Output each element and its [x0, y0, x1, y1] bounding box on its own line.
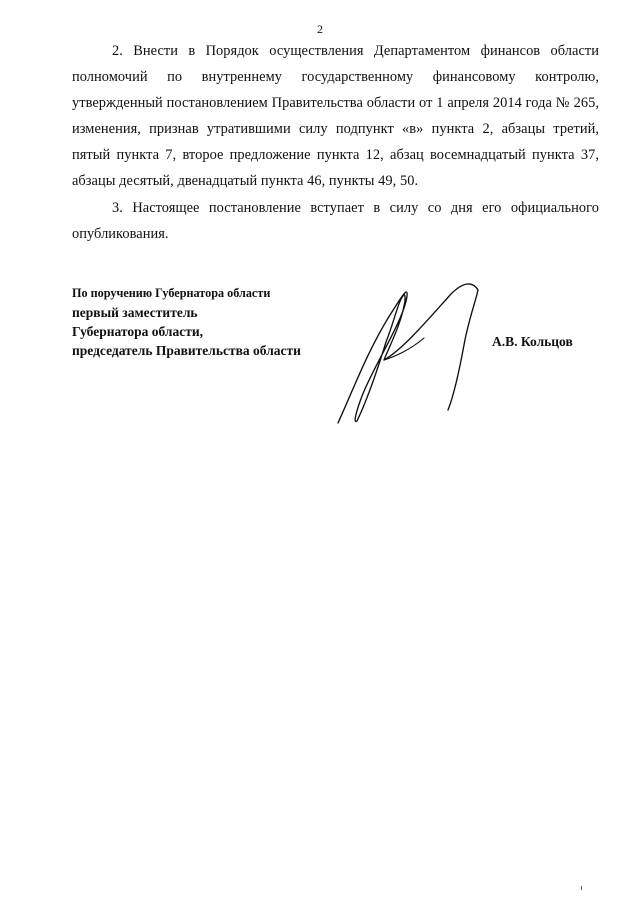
paragraph-item-2: 2. Внести в Порядок осуществления Департаментом финансов области полномочий по внутреннему государственному финансовому контролю, утвержденный постановлением Правительства области от 1 апреля 2014 года № 265, изменения, признав утратившими силу подпункт «в» пункта 2, абзацы третий, пятый пункта 7, второе предложение пункта 12, абзац восемнадцатый пункта 37, абзацы десятый, двенадцатый пункта 46, пункты 49, 50.: [72, 43, 599, 189]
signer-line-4: председатель Правительства области: [72, 343, 301, 358]
page-number: 2: [317, 22, 323, 36]
signer-line-1: По поручению Губернатора области: [72, 286, 271, 300]
scan-mark: [581, 886, 582, 890]
handwritten-signature: [328, 280, 498, 430]
signer-line-2: первый заместитель: [72, 305, 198, 320]
signer-name: А.В. Кольцов: [492, 334, 573, 349]
paragraph-item-3: 3. Настоящее постановление вступает в силу со дня его официального опубликования.: [72, 200, 599, 242]
signer-line-3: Губернатора области,: [72, 324, 203, 339]
signer-title-block: [72, 284, 301, 360]
